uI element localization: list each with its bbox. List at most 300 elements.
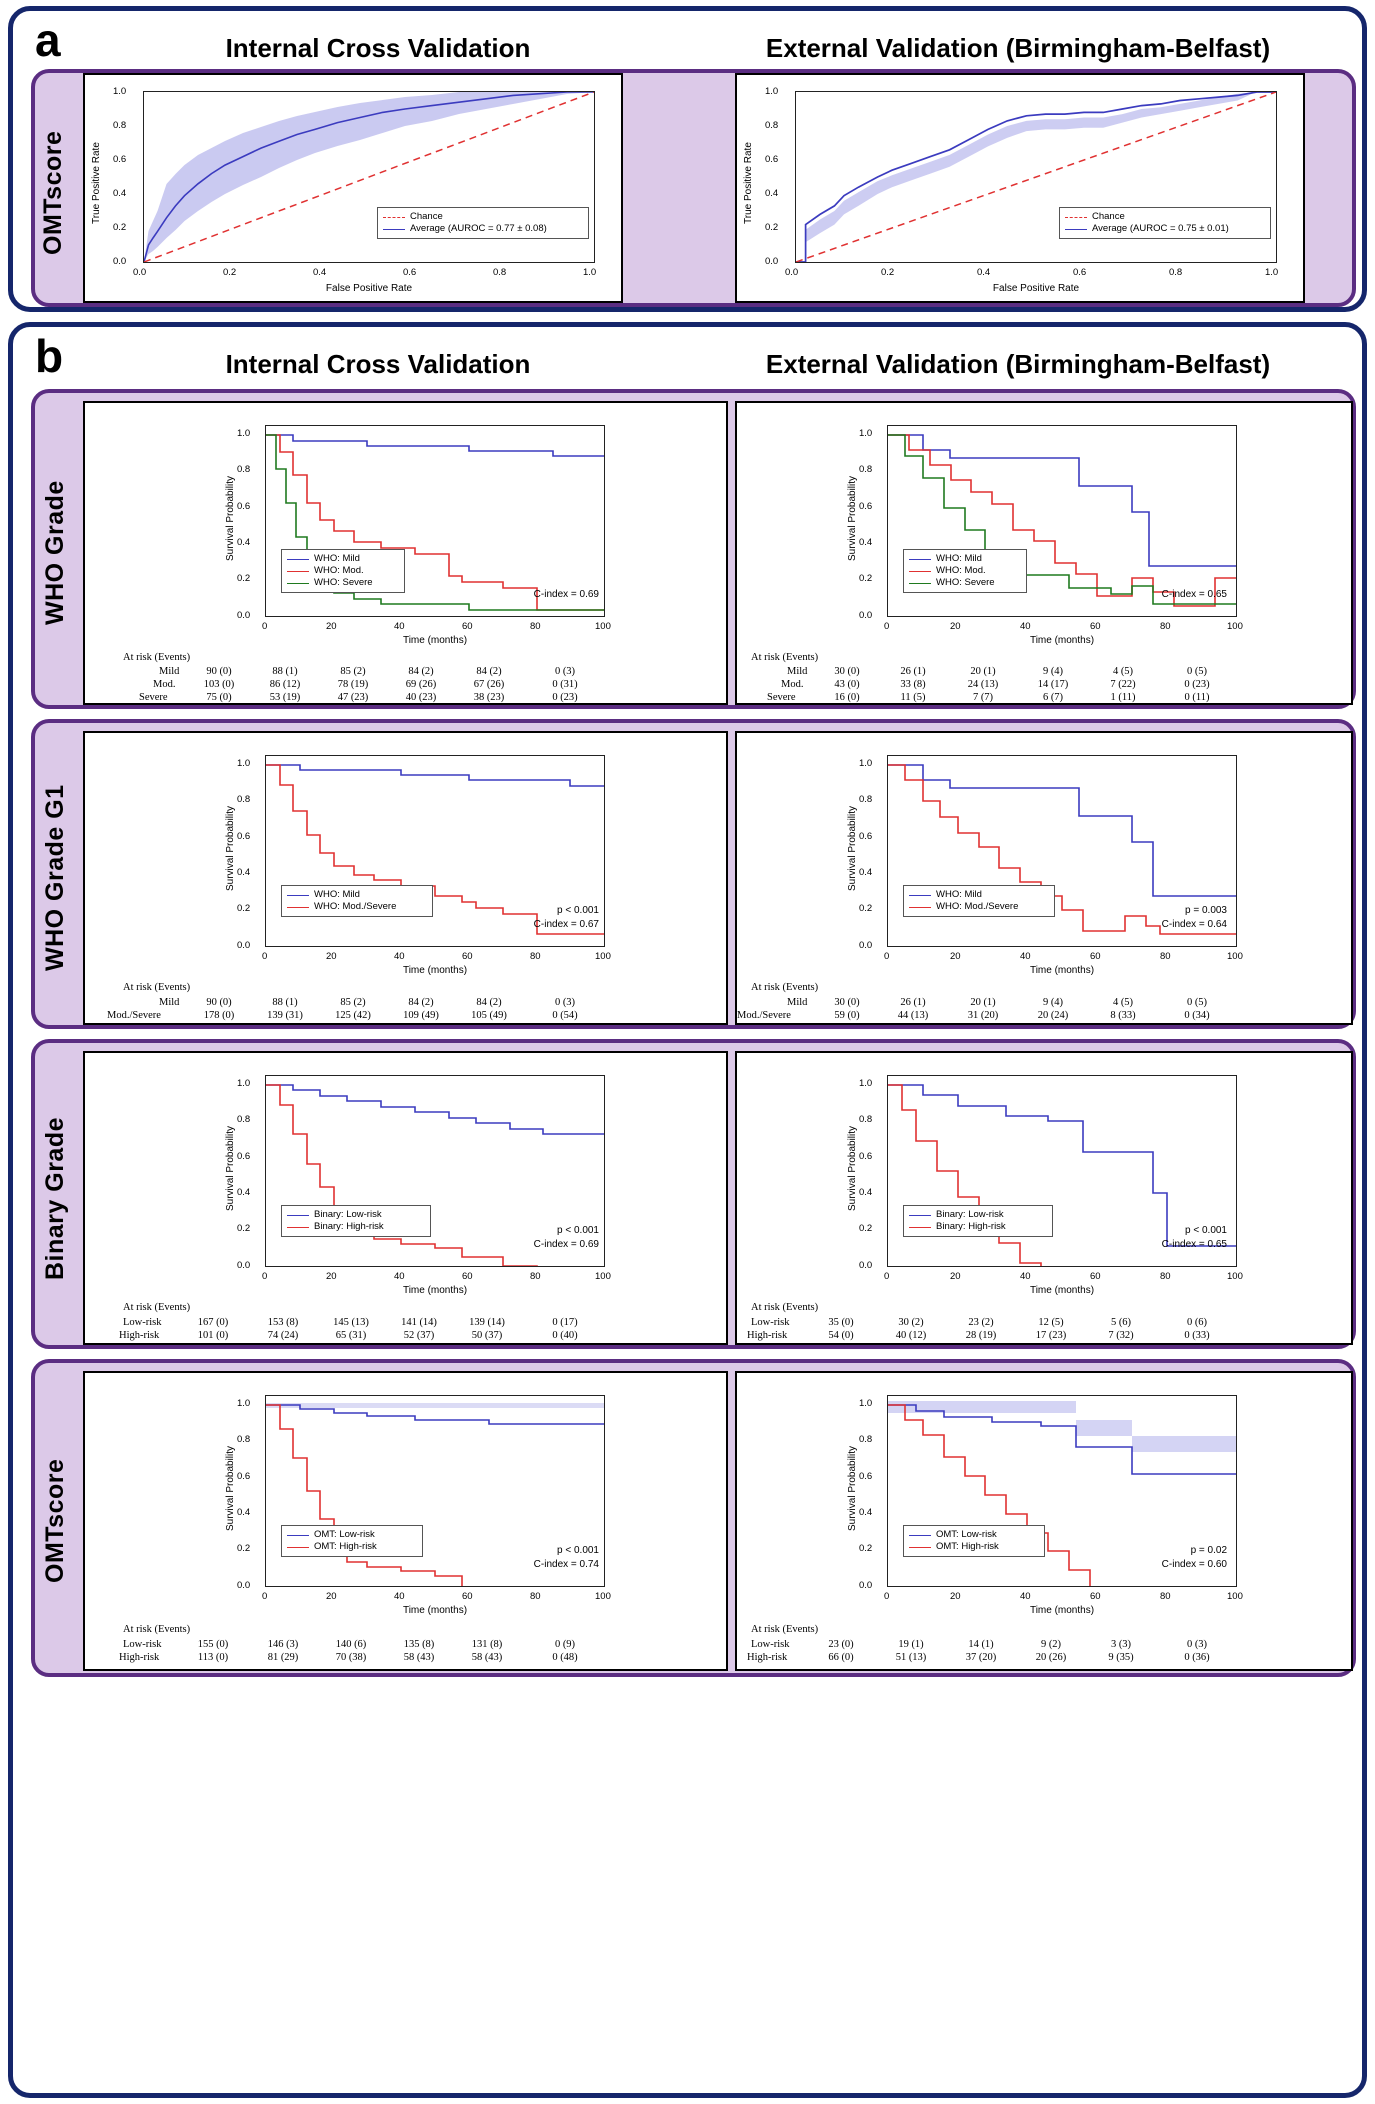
km-who-external-at-risk-r1c4: 7 (22) bbox=[1110, 679, 1136, 690]
km-omt-internal-xtick-1: 20 bbox=[326, 1591, 337, 1602]
panel-b bbox=[8, 322, 1367, 2098]
km-who-external-cindex: C-index = 0.65 bbox=[1161, 589, 1227, 600]
km-omt-external-at-risk-r1c0: 66 (0) bbox=[828, 1652, 854, 1663]
km-g1-external-cindex: C-index = 0.64 bbox=[1161, 919, 1227, 930]
km-who-internal-at-risk-r0c1: 88 (1) bbox=[272, 666, 298, 677]
km-who-internal-at-risk-r2c3: 40 (23) bbox=[405, 692, 437, 703]
omt-high-risk-swatch bbox=[287, 1547, 309, 1548]
panel-b-column-header-internal: Internal Cross Validation bbox=[225, 349, 531, 379]
km-omt-external-at-risk-r1c1: 51 (13) bbox=[895, 1652, 927, 1663]
legend-label: WHO: Mild bbox=[936, 553, 982, 564]
roc-internal-xtick-2: 0.4 bbox=[313, 267, 327, 278]
km-omt-external-at-risk-label-0: Low-risk bbox=[751, 1639, 790, 1650]
km-g1-external-ytick-4: 0.8 bbox=[859, 794, 873, 805]
km-g1-external-ytick-0: 0.0 bbox=[859, 940, 873, 951]
roc-external-ytick-1: 0.2 bbox=[765, 222, 779, 233]
legend-label: Average (AUROC = 0.77 ± 0.08) bbox=[410, 223, 547, 234]
km-who-internal-at-risk-r1c0: 103 (0) bbox=[203, 679, 235, 690]
km-g1-internal-ylabel: Survival Probability bbox=[225, 805, 236, 891]
km-omt-external-at-risk-r1c2: 37 (20) bbox=[965, 1652, 997, 1663]
km-g1-external-at-risk-title: At risk (Events) bbox=[751, 982, 819, 993]
km-omt-external-ytick-3: 0.6 bbox=[859, 1471, 873, 1482]
km-binary-external-at-risk-r0c1: 30 (2) bbox=[898, 1317, 924, 1328]
km-omt-internal-at-risk-label-0: Low-risk bbox=[123, 1639, 162, 1650]
chart-km-who-external bbox=[735, 401, 1353, 705]
legend-label: WHO: Mild bbox=[314, 553, 360, 564]
who-modsevere-swatch bbox=[287, 907, 309, 908]
km-omt-external-svg bbox=[888, 1396, 1236, 1586]
km-binary-internal-at-risk-r0c5: 0 (17) bbox=[552, 1317, 578, 1328]
roc-external-xlabel: False Positive Rate bbox=[992, 283, 1080, 294]
km-omt-external-ytick-2: 0.4 bbox=[859, 1507, 873, 1518]
legend-label: WHO: Mild bbox=[936, 889, 982, 900]
km-g1-internal-at-risk-r1c5: 0 (54) bbox=[552, 1010, 578, 1021]
roc-external-ytick-4: 0.8 bbox=[765, 120, 779, 131]
km-g1-internal-svg bbox=[266, 756, 604, 946]
legend-row bbox=[1065, 211, 1265, 223]
km-omt-external-at-risk-r1c4: 9 (35) bbox=[1108, 1652, 1134, 1663]
km-omt-external-at-risk-r0c3: 9 (2) bbox=[1040, 1639, 1062, 1650]
km-omt-external-at-risk-r1c3: 20 (26) bbox=[1035, 1652, 1067, 1663]
km-who-external-at-risk-label-2: Severe bbox=[767, 692, 796, 703]
km-who-internal-ylabel: Survival Probability bbox=[225, 475, 236, 561]
km-omt-external-xtick-1: 20 bbox=[950, 1591, 961, 1602]
km-g1-external-ytick-3: 0.6 bbox=[859, 831, 873, 842]
km-binary-external-xtick-4: 80 bbox=[1160, 1271, 1171, 1282]
km-binary-external-xtick-0: 0 bbox=[884, 1271, 890, 1282]
km-g1-internal-ytick-0: 0.0 bbox=[237, 940, 251, 951]
km-omt-external-xtick-0: 0 bbox=[884, 1591, 890, 1602]
km-binary-internal-legend bbox=[281, 1205, 431, 1237]
km-who-external-ytick-3: 0.6 bbox=[859, 501, 873, 512]
km-omt-internal-at-risk-r1c5: 0 (48) bbox=[552, 1652, 578, 1663]
km-binary-internal-at-risk-r0c3: 141 (14) bbox=[401, 1317, 437, 1328]
roc-internal-ylabel: True Positive Rate bbox=[91, 142, 102, 224]
roc-external-ylabel: True Positive Rate bbox=[743, 142, 754, 224]
km-g1-internal-at-risk-r0c4: 84 (2) bbox=[476, 997, 502, 1008]
km-omt-external-xtick-5: 100 bbox=[1227, 1591, 1243, 1602]
km-who-external-at-risk-r0c2: 20 (1) bbox=[970, 666, 996, 677]
km-omt-internal-at-risk-r0c3: 135 (8) bbox=[403, 1639, 435, 1650]
legend-row bbox=[383, 211, 583, 223]
km-omt-internal-ytick-3: 0.6 bbox=[237, 1471, 251, 1482]
roc-external-xtick-3: 0.6 bbox=[1073, 267, 1087, 278]
km-binary-external-at-risk-label-1: High-risk bbox=[747, 1330, 788, 1341]
km-who-external-at-risk-r2c4: 1 (11) bbox=[1110, 692, 1136, 703]
km-g1-external-ytick-2: 0.4 bbox=[859, 867, 873, 878]
km-g1-internal-xtick-4: 80 bbox=[530, 951, 541, 962]
chart-km-g1-internal bbox=[83, 731, 728, 1025]
chart-km-omt-internal bbox=[83, 1371, 728, 1671]
km-who-internal-xtick-4: 80 bbox=[530, 621, 541, 632]
row-label-who-grade-g1: WHO Grade G1 bbox=[41, 784, 69, 972]
km-binary-internal-at-risk-r0c2: 145 (13) bbox=[333, 1317, 369, 1328]
km-g1-internal-xtick-0: 0 bbox=[262, 951, 268, 962]
km-binary-internal-xtick-1: 20 bbox=[326, 1271, 337, 1282]
who-modsevere-swatch bbox=[909, 907, 931, 908]
km-who-external-at-risk-r0c5: 0 (5) bbox=[1186, 666, 1208, 677]
who-mild-swatch bbox=[909, 559, 931, 560]
roc-external-xtick-0: 0.0 bbox=[785, 267, 799, 278]
km-who-external-ytick-2: 0.4 bbox=[859, 537, 873, 548]
legend-row bbox=[287, 553, 399, 565]
km-binary-external-at-risk-r0c5: 0 (6) bbox=[1186, 1317, 1208, 1328]
km-who-internal-at-risk-r1c3: 69 (26) bbox=[405, 679, 437, 690]
row-omtscore bbox=[31, 1359, 1356, 1677]
legend-label: OMT: Low-risk bbox=[314, 1529, 375, 1540]
km-binary-external-at-risk-r0c3: 12 (5) bbox=[1038, 1317, 1064, 1328]
km-g1-internal-legend bbox=[281, 885, 433, 917]
km-g1-internal-xtick-2: 40 bbox=[394, 951, 405, 962]
km-who-external-xtick-4: 80 bbox=[1160, 621, 1171, 632]
km-who-internal-at-risk-r2c0: 75 (0) bbox=[206, 692, 232, 703]
km-binary-external-pvalue: p < 0.001 bbox=[1185, 1225, 1227, 1236]
legend-row bbox=[287, 565, 399, 577]
km-omt-internal-at-risk-r1c2: 70 (38) bbox=[335, 1652, 367, 1663]
km-g1-external-xlabel: Time (months) bbox=[1029, 965, 1095, 976]
km-g1-external-at-risk-r1c0: 59 (0) bbox=[834, 1010, 860, 1021]
legend-label: WHO: Mod./Severe bbox=[314, 901, 397, 912]
km-omt-internal-ytick-5: 1.0 bbox=[237, 1398, 251, 1409]
km-who-external-at-risk-r2c3: 6 (7) bbox=[1042, 692, 1064, 703]
km-omt-internal-xtick-4: 80 bbox=[530, 1591, 541, 1602]
km-omt-internal-ytick-4: 0.8 bbox=[237, 1434, 251, 1445]
binary-low-risk-swatch bbox=[909, 1215, 931, 1216]
km-who-external-xtick-5: 100 bbox=[1227, 621, 1243, 632]
km-who-internal-ytick-0: 0.0 bbox=[237, 610, 251, 621]
row-label-omtscore-b: OMTscore bbox=[41, 1458, 69, 1583]
km-g1-internal-at-risk-r1c3: 109 (49) bbox=[403, 1010, 439, 1021]
legend-label: OMT: High-risk bbox=[936, 1541, 999, 1552]
legend-row bbox=[287, 901, 427, 913]
km-binary-external-xtick-1: 20 bbox=[950, 1271, 961, 1282]
km-omt-internal-ylabel: Survival Probability bbox=[225, 1445, 236, 1531]
km-g1-internal-at-risk-r1c1: 139 (31) bbox=[267, 1010, 303, 1021]
km-omt-external-at-risk-r0c5: 0 (3) bbox=[1186, 1639, 1208, 1650]
legend-label: WHO: Severe bbox=[936, 577, 995, 588]
km-binary-internal-ytick-4: 0.8 bbox=[237, 1114, 251, 1125]
panel-a-column-header-internal: Internal Cross Validation bbox=[225, 33, 531, 63]
km-binary-external-at-risk-r1c2: 28 (19) bbox=[965, 1330, 997, 1341]
km-omt-internal-legend bbox=[281, 1525, 423, 1557]
km-who-internal-at-risk-r1c5: 0 (31) bbox=[552, 679, 578, 690]
km-who-internal-at-risk-label-1: Mod. bbox=[153, 679, 176, 690]
km-g1-internal-ytick-4: 0.8 bbox=[237, 794, 251, 805]
average-line-swatch bbox=[1065, 229, 1087, 230]
legend-label: WHO: Mod. bbox=[936, 565, 986, 576]
roc-external-ytick-2: 0.4 bbox=[765, 188, 779, 199]
chart-roc-external bbox=[735, 73, 1305, 303]
km-who-internal-at-risk-r1c2: 78 (19) bbox=[337, 679, 369, 690]
km-g1-internal-cindex: C-index = 0.67 bbox=[533, 919, 599, 930]
chart-roc-internal bbox=[83, 73, 623, 303]
km-binary-internal-at-risk-r1c4: 50 (37) bbox=[471, 1330, 503, 1341]
km-who-external-at-risk-r1c2: 24 (13) bbox=[967, 679, 999, 690]
km-binary-internal-ytick-3: 0.6 bbox=[237, 1151, 251, 1162]
legend-row bbox=[287, 889, 427, 901]
km-who-internal-xtick-1: 20 bbox=[326, 621, 337, 632]
row-label-omtscore-a: OMTscore bbox=[39, 130, 67, 256]
legend-row bbox=[1065, 223, 1265, 235]
km-who-internal-at-risk-r1c4: 67 (26) bbox=[473, 679, 505, 690]
km-omt-internal-at-risk-r0c0: 155 (0) bbox=[197, 1639, 229, 1650]
km-binary-internal-xtick-3: 60 bbox=[462, 1271, 473, 1282]
km-omt-external-ytick-4: 0.8 bbox=[859, 1434, 873, 1445]
km-omt-internal-at-risk-r0c2: 140 (6) bbox=[335, 1639, 367, 1650]
km-omt-external-legend bbox=[903, 1525, 1045, 1557]
km-binary-internal-at-risk-r1c1: 74 (24) bbox=[267, 1330, 299, 1341]
chart-km-who-internal bbox=[83, 401, 728, 705]
km-omt-external-xtick-3: 60 bbox=[1090, 1591, 1101, 1602]
km-g1-external-xtick-2: 40 bbox=[1020, 951, 1031, 962]
km-omt-internal-at-risk-r1c1: 81 (29) bbox=[267, 1652, 299, 1663]
km-who-external-xtick-0: 0 bbox=[884, 621, 890, 632]
km-g1-internal-at-risk-r0c1: 88 (1) bbox=[272, 997, 298, 1008]
km-omt-external-at-risk-r0c0: 23 (0) bbox=[828, 1639, 854, 1650]
km-who-external-at-risk-label-0: Mild bbox=[787, 666, 808, 677]
roc-internal-xlabel: False Positive Rate bbox=[325, 283, 413, 294]
roc-internal-ytick-2: 0.4 bbox=[113, 188, 127, 199]
km-omt-external-xtick-4: 80 bbox=[1160, 1591, 1171, 1602]
roc-internal-ytick-4: 0.8 bbox=[113, 120, 127, 131]
roc-internal-xtick-4: 0.8 bbox=[493, 267, 507, 278]
omt-high-risk-swatch bbox=[909, 1547, 931, 1548]
km-who-external-at-risk-r2c2: 7 (7) bbox=[972, 692, 994, 703]
km-who-external-ylabel: Survival Probability bbox=[847, 475, 858, 561]
km-g1-internal-at-risk-r1c2: 125 (42) bbox=[335, 1010, 371, 1021]
km-who-external-ytick-5: 1.0 bbox=[859, 428, 873, 439]
km-binary-internal-xtick-4: 80 bbox=[530, 1271, 541, 1282]
chart-km-binary-external bbox=[735, 1051, 1353, 1345]
row-who-grade-g1 bbox=[31, 719, 1356, 1029]
km-omt-internal-cindex: C-index = 0.74 bbox=[533, 1559, 599, 1570]
km-g1-external-at-risk-r1c1: 44 (13) bbox=[897, 1010, 929, 1021]
km-binary-external-xtick-3: 60 bbox=[1090, 1271, 1101, 1282]
km-g1-internal-ytick-2: 0.4 bbox=[237, 867, 251, 878]
legend-label: Average (AUROC = 0.75 ± 0.01) bbox=[1092, 223, 1229, 234]
legend-label: Binary: High-risk bbox=[314, 1221, 384, 1232]
legend-row bbox=[287, 1529, 417, 1541]
km-binary-internal-ytick-2: 0.4 bbox=[237, 1187, 251, 1198]
km-binary-internal-at-risk-r0c1: 153 (8) bbox=[267, 1317, 299, 1328]
km-who-external-at-risk-r0c1: 26 (1) bbox=[900, 666, 926, 677]
row-label-binary-grade: Binary Grade bbox=[41, 1116, 69, 1280]
who-mild-swatch bbox=[287, 895, 309, 896]
km-who-external-at-risk-r2c5: 0 (11) bbox=[1184, 692, 1210, 703]
km-g1-external-pvalue: p = 0.003 bbox=[1185, 905, 1227, 916]
km-who-internal-at-risk-r0c3: 84 (2) bbox=[408, 666, 434, 677]
km-binary-internal-ytick-0: 0.0 bbox=[237, 1260, 251, 1271]
km-who-external-xlabel: Time (months) bbox=[1029, 635, 1095, 646]
km-g1-external-at-risk-r0c2: 20 (1) bbox=[970, 997, 996, 1008]
km-who-external-xtick-2: 40 bbox=[1020, 621, 1031, 632]
km-who-internal-at-risk-label-0: Mild bbox=[159, 666, 180, 677]
km-omt-internal-svg bbox=[266, 1396, 604, 1586]
roc-internal-xtick-1: 0.2 bbox=[223, 267, 237, 278]
km-binary-internal-at-risk-label-1: High-risk bbox=[119, 1330, 160, 1341]
km-who-external-at-risk-title: At risk (Events) bbox=[751, 652, 819, 663]
km-binary-internal-xlabel: Time (months) bbox=[402, 1285, 468, 1296]
km-omt-internal-xtick-0: 0 bbox=[262, 1591, 268, 1602]
km-who-external-at-risk-r1c3: 14 (17) bbox=[1037, 679, 1069, 690]
legend-row bbox=[287, 1541, 417, 1553]
km-g1-external-xtick-1: 20 bbox=[950, 951, 961, 962]
binary-high-risk-swatch bbox=[287, 1227, 309, 1228]
km-binary-external-at-risk-r1c4: 7 (32) bbox=[1108, 1330, 1134, 1341]
km-binary-internal-at-risk-r1c3: 52 (37) bbox=[403, 1330, 435, 1341]
km-binary-external-at-risk-title: At risk (Events) bbox=[751, 1302, 819, 1313]
binary-low-risk-swatch bbox=[287, 1215, 309, 1216]
roc-external-ytick-0: 0.0 bbox=[765, 256, 779, 267]
km-binary-internal-cindex: C-index = 0.69 bbox=[533, 1239, 599, 1250]
km-omt-internal-xtick-3: 60 bbox=[462, 1591, 473, 1602]
km-omt-internal-at-risk-r0c5: 0 (9) bbox=[554, 1639, 576, 1650]
legend-row bbox=[909, 901, 1049, 913]
km-binary-internal-pvalue: p < 0.001 bbox=[557, 1225, 599, 1236]
legend-row bbox=[909, 889, 1049, 901]
km-omt-external-at-risk-r0c1: 19 (1) bbox=[898, 1639, 924, 1650]
panel-a-column-header-external: External Validation (Birmingham-Belfast) bbox=[765, 33, 1271, 63]
km-who-internal-xtick-3: 60 bbox=[462, 621, 473, 632]
km-who-external-at-risk-r0c4: 4 (5) bbox=[1112, 666, 1134, 677]
km-binary-internal-at-risk-r1c0: 101 (0) bbox=[197, 1330, 229, 1341]
km-omt-external-pvalue: p = 0.02 bbox=[1190, 1545, 1227, 1556]
km-who-internal-at-risk-title: At risk (Events) bbox=[123, 652, 191, 663]
km-omt-internal-at-risk-r0c4: 131 (8) bbox=[471, 1639, 503, 1650]
km-g1-external-svg bbox=[888, 756, 1236, 946]
km-who-internal-xtick-5: 100 bbox=[595, 621, 611, 632]
km-who-internal-ytick-1: 0.2 bbox=[237, 573, 251, 584]
km-g1-external-at-risk-r0c1: 26 (1) bbox=[900, 997, 926, 1008]
km-omt-external-xlabel: Time (months) bbox=[1029, 1605, 1095, 1616]
km-omt-external-ytick-1: 0.2 bbox=[859, 1543, 873, 1554]
km-binary-external-ylabel: Survival Probability bbox=[847, 1125, 858, 1211]
km-g1-internal-at-risk-r0c0: 90 (0) bbox=[206, 997, 232, 1008]
legend-label: OMT: High-risk bbox=[314, 1541, 377, 1552]
km-omt-external-ylabel: Survival Probability bbox=[847, 1445, 858, 1531]
legend-label: WHO: Mod./Severe bbox=[936, 901, 1019, 912]
roc-internal-xtick-3: 0.6 bbox=[403, 267, 417, 278]
km-binary-external-at-risk-r0c4: 5 (6) bbox=[1110, 1317, 1132, 1328]
km-binary-external-ytick-2: 0.4 bbox=[859, 1187, 873, 1198]
legend-label: Chance bbox=[410, 211, 443, 222]
km-who-internal-at-risk-r1c1: 86 (12) bbox=[269, 679, 301, 690]
km-who-external-xtick-3: 60 bbox=[1090, 621, 1101, 632]
km-who-internal-ytick-2: 0.4 bbox=[237, 537, 251, 548]
km-binary-external-xlabel: Time (months) bbox=[1029, 1285, 1095, 1296]
legend-label: OMT: Low-risk bbox=[936, 1529, 997, 1540]
chart-km-omt-external bbox=[735, 1371, 1353, 1671]
km-who-internal-xtick-0: 0 bbox=[262, 621, 268, 632]
km-who-internal-at-risk-r2c1: 53 (19) bbox=[269, 692, 301, 703]
km-who-external-at-risk-r1c5: 0 (23) bbox=[1184, 679, 1210, 690]
km-who-external-at-risk-r2c0: 16 (0) bbox=[834, 692, 860, 703]
km-binary-internal-xtick-0: 0 bbox=[262, 1271, 268, 1282]
km-omt-internal-ytick-0: 0.0 bbox=[237, 1580, 251, 1591]
who-mild-swatch bbox=[287, 559, 309, 560]
km-who-external-ytick-4: 0.8 bbox=[859, 464, 873, 475]
km-g1-external-xtick-3: 60 bbox=[1090, 951, 1101, 962]
km-g1-external-xtick-4: 80 bbox=[1160, 951, 1171, 962]
panel-a bbox=[8, 6, 1367, 312]
km-who-external-xtick-1: 20 bbox=[950, 621, 961, 632]
km-binary-internal-ytick-1: 0.2 bbox=[237, 1223, 251, 1234]
km-g1-internal-at-risk-r0c5: 0 (3) bbox=[554, 997, 576, 1008]
km-g1-external-at-risk-r1c3: 20 (24) bbox=[1037, 1010, 1069, 1021]
km-who-external-ytick-1: 0.2 bbox=[859, 573, 873, 584]
legend-row bbox=[287, 577, 399, 589]
km-who-internal-ytick-5: 1.0 bbox=[237, 428, 251, 439]
km-binary-external-ytick-3: 0.6 bbox=[859, 1151, 873, 1162]
km-g1-internal-ytick-3: 0.6 bbox=[237, 831, 251, 842]
km-g1-internal-at-risk-r0c3: 84 (2) bbox=[408, 997, 434, 1008]
roc-internal-ytick-3: 0.6 bbox=[113, 154, 127, 165]
km-who-internal-ytick-4: 0.8 bbox=[237, 464, 251, 475]
chart-km-binary-internal bbox=[83, 1051, 728, 1345]
km-who-internal-at-risk-r2c5: 0 (23) bbox=[552, 692, 578, 703]
legend-row bbox=[909, 1221, 1047, 1233]
legend-label: WHO: Mod. bbox=[314, 565, 364, 576]
km-g1-external-at-risk-r0c0: 30 (0) bbox=[834, 997, 860, 1008]
roc-internal-xtick-5: 1.0 bbox=[583, 267, 597, 278]
roc-internal-xtick-0: 0.0 bbox=[133, 267, 147, 278]
omt-low-risk-swatch bbox=[909, 1535, 931, 1536]
km-who-external-at-risk-r0c3: 9 (4) bbox=[1042, 666, 1064, 677]
roc-external-xtick-5: 1.0 bbox=[1265, 267, 1279, 278]
row-label-who-grade: WHO Grade bbox=[41, 480, 69, 626]
km-omt-internal-pvalue: p < 0.001 bbox=[557, 1545, 599, 1556]
km-omt-external-at-risk-label-1: High-risk bbox=[747, 1652, 788, 1663]
legend-label: WHO: Mild bbox=[314, 889, 360, 900]
km-g1-external-xtick-0: 0 bbox=[884, 951, 890, 962]
roc-external-ytick-3: 0.6 bbox=[765, 154, 779, 165]
km-omt-internal-at-risk-r1c3: 58 (43) bbox=[403, 1652, 435, 1663]
km-omt-external-at-risk-r0c4: 3 (3) bbox=[1110, 1639, 1132, 1650]
km-binary-internal-at-risk-r0c0: 167 (0) bbox=[197, 1317, 229, 1328]
km-omt-external-cindex: C-index = 0.60 bbox=[1161, 1559, 1227, 1570]
roc-external-xtick-1: 0.2 bbox=[881, 267, 895, 278]
roc-external-xtick-4: 0.8 bbox=[1169, 267, 1183, 278]
km-g1-external-at-risk-r1c5: 0 (34) bbox=[1184, 1010, 1210, 1021]
km-who-internal-xlabel: Time (months) bbox=[402, 635, 468, 646]
km-g1-internal-xtick-5: 100 bbox=[595, 951, 611, 962]
km-g1-internal-xtick-3: 60 bbox=[462, 951, 473, 962]
km-binary-internal-xtick-5: 100 bbox=[595, 1271, 611, 1282]
legend-row bbox=[909, 1529, 1039, 1541]
km-g1-internal-at-risk-r1c4: 105 (49) bbox=[471, 1010, 507, 1021]
km-binary-external-legend bbox=[903, 1205, 1053, 1237]
km-g1-external-xtick-5: 100 bbox=[1227, 951, 1243, 962]
roc-internal-ytick-1: 0.2 bbox=[113, 222, 127, 233]
panel-a-letter: a bbox=[35, 14, 61, 66]
km-binary-internal-ytick-5: 1.0 bbox=[237, 1078, 251, 1089]
km-binary-external-ytick-4: 0.8 bbox=[859, 1114, 873, 1125]
km-g1-internal-ytick-5: 1.0 bbox=[237, 758, 251, 769]
km-g1-internal-at-risk-r1c0: 178 (0) bbox=[203, 1010, 235, 1021]
km-binary-internal-xtick-2: 40 bbox=[394, 1271, 405, 1282]
panel-b-column-header-external: External Validation (Birmingham-Belfast) bbox=[765, 349, 1271, 379]
km-binary-external-at-risk-r0c2: 23 (2) bbox=[968, 1317, 994, 1328]
who-severe-swatch bbox=[287, 583, 309, 584]
roc-external-ytick-5: 1.0 bbox=[765, 86, 779, 97]
km-omt-internal-at-risk-r1c0: 113 (0) bbox=[197, 1652, 229, 1663]
chance-line-swatch bbox=[383, 217, 405, 218]
km-binary-external-svg bbox=[888, 1076, 1236, 1266]
who-mod-swatch bbox=[909, 571, 931, 572]
km-omt-internal-xlabel: Time (months) bbox=[402, 1605, 468, 1616]
km-who-external-legend bbox=[903, 549, 1027, 593]
row-who-grade bbox=[31, 389, 1356, 709]
